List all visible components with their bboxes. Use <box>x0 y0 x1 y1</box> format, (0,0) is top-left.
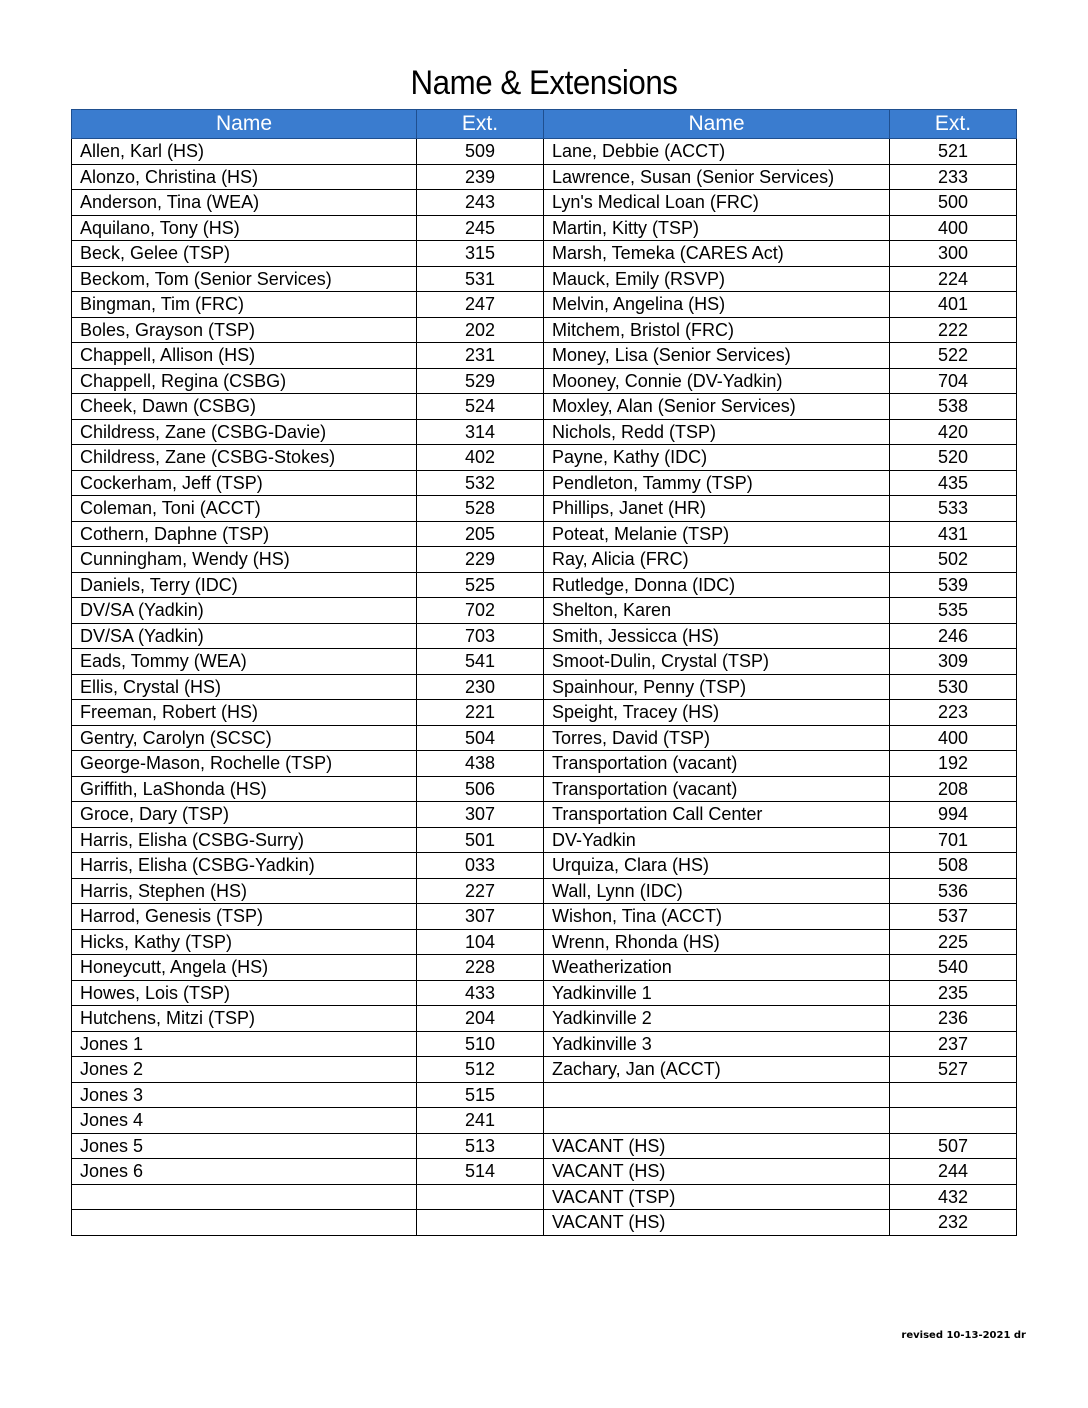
name-cell-left: Hutchens, Mitzi (TSP) <box>72 1006 417 1032</box>
name-cell-right: Transportation Call Center <box>544 802 890 828</box>
ext-cell-left: 402 <box>417 445 544 471</box>
name-cell-left: Chappell, Allison (HS) <box>72 343 417 369</box>
name-cell-left: Beckom, Tom (Senior Services) <box>72 266 417 292</box>
ext-cell-right: 994 <box>890 802 1017 828</box>
name-cell-left: Beck, Gelee (TSP) <box>72 241 417 267</box>
name-cell-left: Cunningham, Wendy (HS) <box>72 547 417 573</box>
name-cell-right: Yadkinville 2 <box>544 1006 890 1032</box>
name-cell-right: Mitchem, Bristol (FRC) <box>544 317 890 343</box>
ext-cell-left: 703 <box>417 623 544 649</box>
name-cell-right <box>544 1108 890 1134</box>
ext-cell-left: 541 <box>417 649 544 675</box>
ext-cell-left: 033 <box>417 853 544 879</box>
header-ext-right: Ext. <box>890 110 1017 139</box>
name-cell-right <box>544 1082 890 1108</box>
ext-cell-left: 524 <box>417 394 544 420</box>
table-row <box>72 878 1017 904</box>
table-row <box>72 751 1017 777</box>
name-cell-left: Alonzo, Christina (HS) <box>72 164 417 190</box>
ext-cell-left: 227 <box>417 878 544 904</box>
table-row <box>72 1057 1017 1083</box>
ext-cell-left: 307 <box>417 904 544 930</box>
ext-cell-right: 508 <box>890 853 1017 879</box>
table-header-row <box>72 110 1017 139</box>
ext-cell-left: 230 <box>417 674 544 700</box>
ext-cell-right: 536 <box>890 878 1017 904</box>
name-cell-left <box>72 1184 417 1210</box>
name-cell-right: Melvin, Angelina (HS) <box>544 292 890 318</box>
ext-cell-left: 239 <box>417 164 544 190</box>
name-cell-left: Hicks, Kathy (TSP) <box>72 929 417 955</box>
ext-cell-left: 245 <box>417 215 544 241</box>
extensions-table <box>71 109 1017 1236</box>
ext-cell-right: 300 <box>890 241 1017 267</box>
name-cell-right: Yadkinville 3 <box>544 1031 890 1057</box>
ext-cell-left: 241 <box>417 1108 544 1134</box>
table-row <box>72 700 1017 726</box>
name-cell-right: Phillips, Janet (HR) <box>544 496 890 522</box>
ext-cell-right: 235 <box>890 980 1017 1006</box>
table-row <box>72 1184 1017 1210</box>
name-cell-right: Mauck, Emily (RSVP) <box>544 266 890 292</box>
ext-cell-right: 432 <box>890 1184 1017 1210</box>
name-cell-left: Childress, Zane (CSBG-Stokes) <box>72 445 417 471</box>
name-cell-right: Lawrence, Susan (Senior Services) <box>544 164 890 190</box>
name-cell-left <box>72 1210 417 1236</box>
name-cell-right: Zachary, Jan (ACCT) <box>544 1057 890 1083</box>
name-cell-right: Shelton, Karen <box>544 598 890 624</box>
ext-cell-left: 504 <box>417 725 544 751</box>
ext-cell-right <box>890 1082 1017 1108</box>
ext-cell-right: 533 <box>890 496 1017 522</box>
ext-cell-right: 244 <box>890 1159 1017 1185</box>
name-cell-right: Ray, Alicia (FRC) <box>544 547 890 573</box>
ext-cell-right: 401 <box>890 292 1017 318</box>
ext-cell-right: 520 <box>890 445 1017 471</box>
name-cell-left: Harris, Elisha (CSBG-Yadkin) <box>72 853 417 879</box>
ext-cell-right: 538 <box>890 394 1017 420</box>
name-cell-left: Jones 2 <box>72 1057 417 1083</box>
name-cell-right: Lyn's Medical Loan (FRC) <box>544 190 890 216</box>
name-cell-right: VACANT (HS) <box>544 1133 890 1159</box>
ext-cell-right: 232 <box>890 1210 1017 1236</box>
name-cell-right: VACANT (HS) <box>544 1210 890 1236</box>
table-row <box>72 572 1017 598</box>
name-cell-right: Money, Lisa (Senior Services) <box>544 343 890 369</box>
name-cell-left: Freeman, Robert (HS) <box>72 700 417 726</box>
ext-cell-right: 701 <box>890 827 1017 853</box>
table-row <box>72 343 1017 369</box>
ext-cell-left <box>417 1184 544 1210</box>
table-row <box>72 980 1017 1006</box>
name-cell-left: Jones 6 <box>72 1159 417 1185</box>
ext-cell-right: 507 <box>890 1133 1017 1159</box>
name-cell-left: Childress, Zane (CSBG-Davie) <box>72 419 417 445</box>
ext-cell-left: 512 <box>417 1057 544 1083</box>
name-cell-left: Boles, Grayson (TSP) <box>72 317 417 343</box>
ext-cell-right: 530 <box>890 674 1017 700</box>
ext-cell-right: 522 <box>890 343 1017 369</box>
name-cell-left: Aquilano, Tony (HS) <box>72 215 417 241</box>
name-cell-right: DV-Yadkin <box>544 827 890 853</box>
name-cell-left: Cockerham, Jeff (TSP) <box>72 470 417 496</box>
table-row <box>72 164 1017 190</box>
ext-cell-left: 228 <box>417 955 544 981</box>
name-cell-right: Spainhour, Penny (TSP) <box>544 674 890 700</box>
name-cell-left: Howes, Lois (TSP) <box>72 980 417 1006</box>
ext-cell-right: 704 <box>890 368 1017 394</box>
name-cell-right: Wall, Lynn (IDC) <box>544 878 890 904</box>
ext-cell-left: 205 <box>417 521 544 547</box>
table-row <box>72 521 1017 547</box>
table-row <box>72 241 1017 267</box>
ext-cell-right: 222 <box>890 317 1017 343</box>
ext-cell-left: 438 <box>417 751 544 777</box>
name-cell-left: Harrod, Genesis (TSP) <box>72 904 417 930</box>
ext-cell-left: 229 <box>417 547 544 573</box>
name-cell-right: Lane, Debbie (ACCT) <box>544 139 890 165</box>
name-cell-right: Yadkinville 1 <box>544 980 890 1006</box>
ext-cell-left: 531 <box>417 266 544 292</box>
name-cell-right: Moxley, Alan (Senior Services) <box>544 394 890 420</box>
name-cell-left: DV/SA (Yadkin) <box>72 598 417 624</box>
table-row <box>72 1159 1017 1185</box>
ext-cell-right: 527 <box>890 1057 1017 1083</box>
ext-cell-right: 535 <box>890 598 1017 624</box>
ext-cell-right: 208 <box>890 776 1017 802</box>
ext-cell-left: 433 <box>417 980 544 1006</box>
table-row <box>72 827 1017 853</box>
table-row <box>72 853 1017 879</box>
name-cell-left: Harris, Stephen (HS) <box>72 878 417 904</box>
table-row <box>72 904 1017 930</box>
ext-cell-right: 400 <box>890 725 1017 751</box>
name-cell-left: Honeycutt, Angela (HS) <box>72 955 417 981</box>
ext-cell-right: 500 <box>890 190 1017 216</box>
ext-cell-left: 243 <box>417 190 544 216</box>
ext-cell-left: 307 <box>417 802 544 828</box>
name-cell-left: Ellis, Crystal (HS) <box>72 674 417 700</box>
name-cell-left: Anderson, Tina (WEA) <box>72 190 417 216</box>
name-cell-left: Harris, Elisha (CSBG-Surry) <box>72 827 417 853</box>
name-cell-right: Urquiza, Clara (HS) <box>544 853 890 879</box>
name-cell-left: Gentry, Carolyn (SCSC) <box>72 725 417 751</box>
table-row <box>72 266 1017 292</box>
header-ext-left: Ext. <box>417 110 544 139</box>
ext-cell-right: 521 <box>890 139 1017 165</box>
name-cell-left: Bingman, Tim (FRC) <box>72 292 417 318</box>
ext-cell-right: 236 <box>890 1006 1017 1032</box>
name-cell-left: Groce, Dary (TSP) <box>72 802 417 828</box>
header-name-left: Name <box>72 110 417 139</box>
table-row <box>72 1082 1017 1108</box>
name-cell-right: Weatherization <box>544 955 890 981</box>
ext-cell-left: 231 <box>417 343 544 369</box>
table-row <box>72 955 1017 981</box>
table-row <box>72 929 1017 955</box>
ext-cell-left: 529 <box>417 368 544 394</box>
ext-cell-left: 501 <box>417 827 544 853</box>
name-cell-left: Jones 5 <box>72 1133 417 1159</box>
ext-cell-right: 237 <box>890 1031 1017 1057</box>
name-cell-left: Allen, Karl (HS) <box>72 139 417 165</box>
table-row <box>72 215 1017 241</box>
ext-cell-left: 525 <box>417 572 544 598</box>
name-cell-right: Wishon, Tina (ACCT) <box>544 904 890 930</box>
name-cell-right: Torres, David (TSP) <box>544 725 890 751</box>
name-cell-right: Pendleton, Tammy (TSP) <box>544 470 890 496</box>
page-title: Name & Extensions <box>410 64 678 102</box>
name-cell-right: Poteat, Melanie (TSP) <box>544 521 890 547</box>
ext-cell-left: 314 <box>417 419 544 445</box>
table-row <box>72 1210 1017 1236</box>
ext-cell-left: 104 <box>417 929 544 955</box>
name-cell-right: Martin, Kitty (TSP) <box>544 215 890 241</box>
name-cell-left: Coleman, Toni (ACCT) <box>72 496 417 522</box>
ext-cell-right: 225 <box>890 929 1017 955</box>
ext-cell-left: 515 <box>417 1082 544 1108</box>
ext-cell-left: 506 <box>417 776 544 802</box>
table-row <box>72 547 1017 573</box>
name-cell-right: Nichols, Redd (TSP) <box>544 419 890 445</box>
ext-cell-right: 309 <box>890 649 1017 675</box>
name-cell-right: Speight, Tracey (HS) <box>544 700 890 726</box>
ext-cell-left: 513 <box>417 1133 544 1159</box>
name-cell-right: Transportation (vacant) <box>544 751 890 777</box>
table-row <box>72 623 1017 649</box>
name-cell-right: Transportation (vacant) <box>544 776 890 802</box>
table-row <box>72 776 1017 802</box>
name-cell-left: Jones 4 <box>72 1108 417 1134</box>
name-cell-left: Cheek, Dawn (CSBG) <box>72 394 417 420</box>
ext-cell-left: 532 <box>417 470 544 496</box>
ext-cell-right: 233 <box>890 164 1017 190</box>
name-cell-left: Cothern, Daphne (TSP) <box>72 521 417 547</box>
name-cell-left: Chappell, Regina (CSBG) <box>72 368 417 394</box>
ext-cell-right: 223 <box>890 700 1017 726</box>
ext-cell-left: 315 <box>417 241 544 267</box>
revision-note: revised 10-13-2021 dr <box>901 1330 1026 1341</box>
name-cell-right: Payne, Kathy (IDC) <box>544 445 890 471</box>
table-row <box>72 1006 1017 1032</box>
name-cell-left: George-Mason, Rochelle (TSP) <box>72 751 417 777</box>
name-cell-left: Eads, Tommy (WEA) <box>72 649 417 675</box>
name-cell-left: Jones 3 <box>72 1082 417 1108</box>
ext-cell-left: 528 <box>417 496 544 522</box>
table-row <box>72 802 1017 828</box>
ext-cell-left: 510 <box>417 1031 544 1057</box>
ext-cell-right: 435 <box>890 470 1017 496</box>
ext-cell-left: 702 <box>417 598 544 624</box>
ext-cell-right: 400 <box>890 215 1017 241</box>
ext-cell-right: 431 <box>890 521 1017 547</box>
name-cell-left: Griffith, LaShonda (HS) <box>72 776 417 802</box>
table-row <box>72 368 1017 394</box>
name-cell-right: Marsh, Temeka (CARES Act) <box>544 241 890 267</box>
ext-cell-left: 202 <box>417 317 544 343</box>
ext-cell-right: 224 <box>890 266 1017 292</box>
header-name-right: Name <box>544 110 890 139</box>
table-row <box>72 1031 1017 1057</box>
name-cell-left: Jones 1 <box>72 1031 417 1057</box>
table-row <box>72 725 1017 751</box>
table-row <box>72 445 1017 471</box>
table-row <box>72 674 1017 700</box>
name-cell-right: VACANT (TSP) <box>544 1184 890 1210</box>
ext-cell-right: 502 <box>890 547 1017 573</box>
table-row <box>72 1133 1017 1159</box>
table-row <box>72 139 1017 165</box>
table-row <box>72 292 1017 318</box>
ext-cell-left: 204 <box>417 1006 544 1032</box>
ext-cell-left: 247 <box>417 292 544 318</box>
name-cell-right: Smith, Jessicca (HS) <box>544 623 890 649</box>
name-cell-right: VACANT (HS) <box>544 1159 890 1185</box>
table-row <box>72 419 1017 445</box>
table-row <box>72 190 1017 216</box>
table-row <box>72 317 1017 343</box>
table-row <box>72 1108 1017 1134</box>
table-row <box>72 598 1017 624</box>
ext-cell-right: 537 <box>890 904 1017 930</box>
ext-cell-right: 540 <box>890 955 1017 981</box>
ext-cell-right <box>890 1108 1017 1134</box>
table-row <box>72 649 1017 675</box>
ext-cell-left <box>417 1210 544 1236</box>
ext-cell-right: 246 <box>890 623 1017 649</box>
ext-cell-left: 509 <box>417 139 544 165</box>
table-row <box>72 470 1017 496</box>
ext-cell-left: 514 <box>417 1159 544 1185</box>
name-cell-left: DV/SA (Yadkin) <box>72 623 417 649</box>
name-cell-left: Daniels, Terry (IDC) <box>72 572 417 598</box>
ext-cell-left: 221 <box>417 700 544 726</box>
name-cell-right: Wrenn, Rhonda (HS) <box>544 929 890 955</box>
table-row <box>72 496 1017 522</box>
ext-cell-right: 192 <box>890 751 1017 777</box>
ext-cell-right: 539 <box>890 572 1017 598</box>
name-cell-right: Smoot-Dulin, Crystal (TSP) <box>544 649 890 675</box>
table-row <box>72 394 1017 420</box>
ext-cell-right: 420 <box>890 419 1017 445</box>
name-cell-right: Mooney, Connie (DV-Yadkin) <box>544 368 890 394</box>
name-cell-right: Rutledge, Donna (IDC) <box>544 572 890 598</box>
